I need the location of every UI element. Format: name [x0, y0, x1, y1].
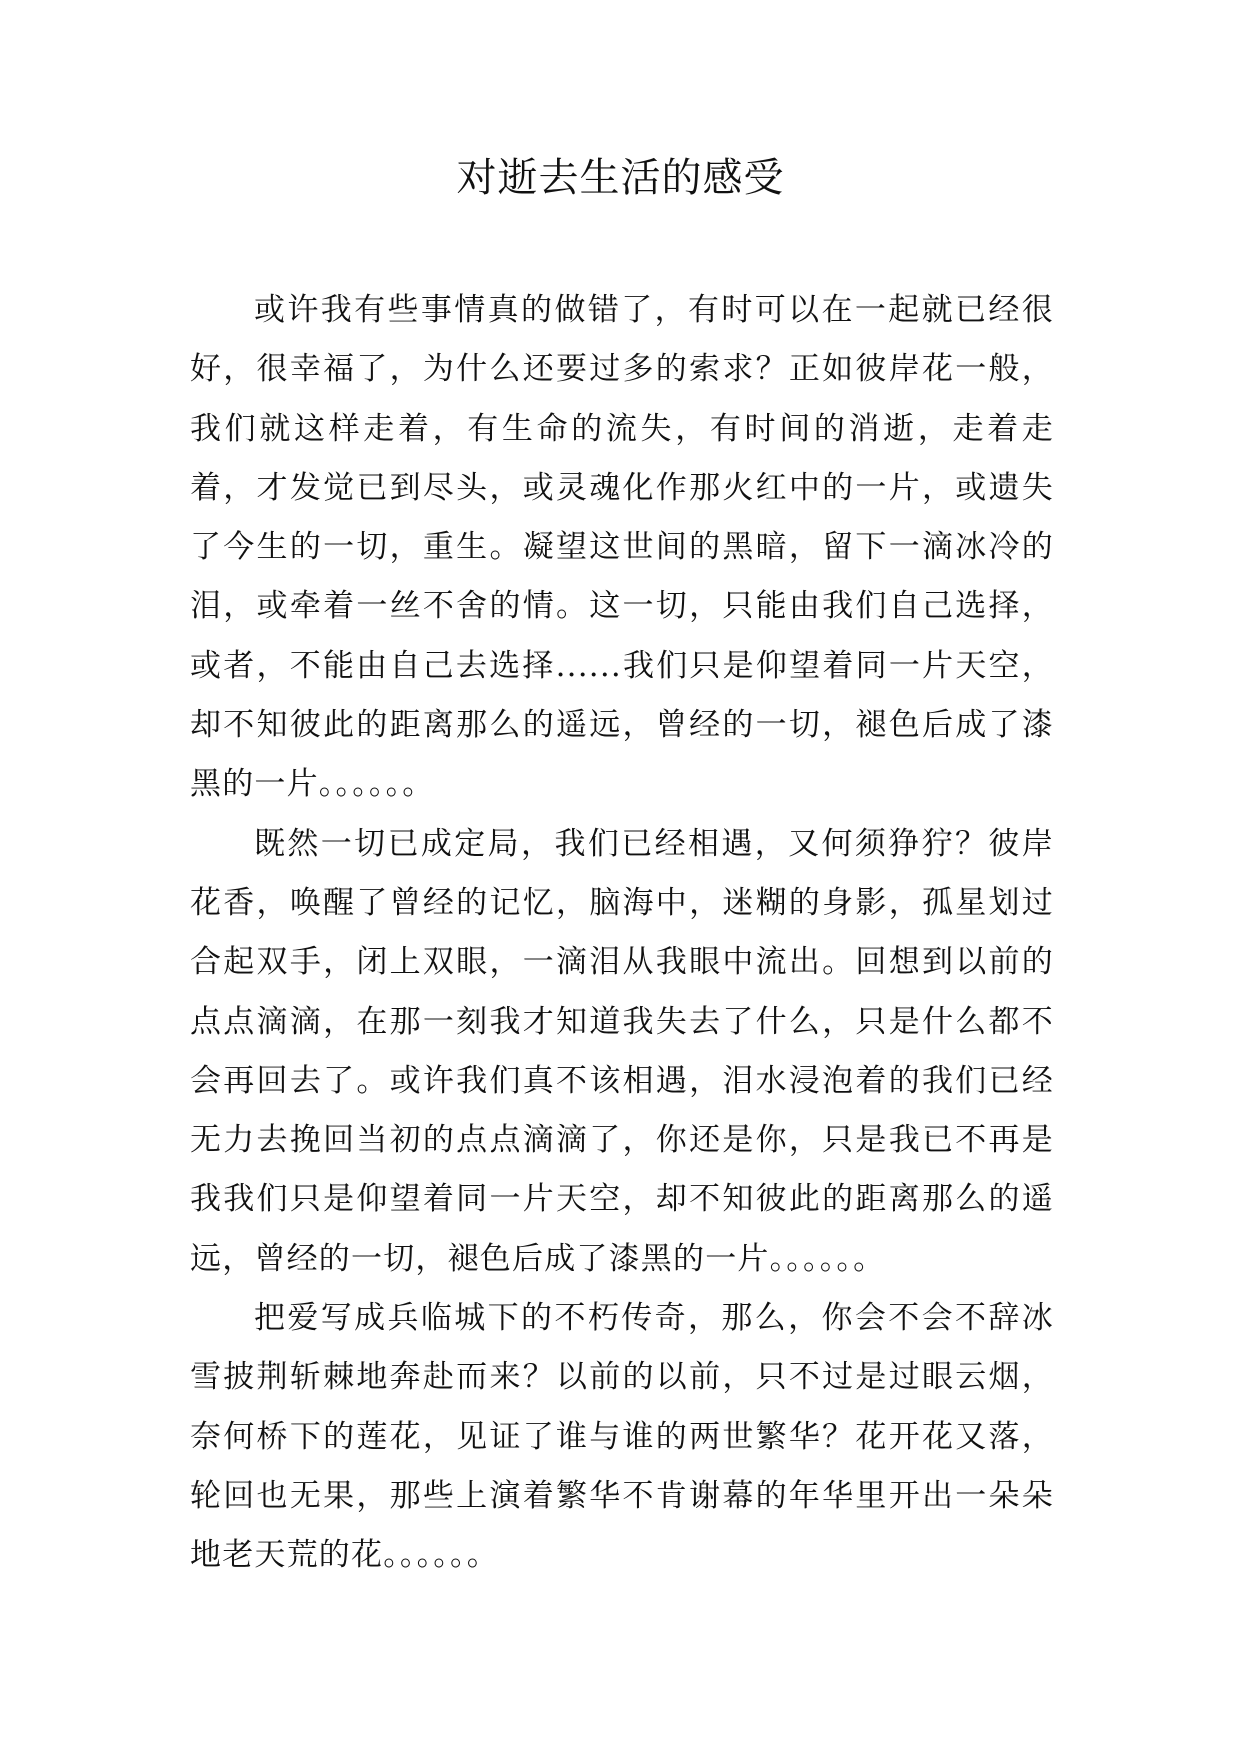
- paragraph-2: 既然一切已成定局，我们已经相遇，又何须狰狞？彼岸花香，唤醒了曾经的记忆，脑海中，迷糊的身影，孤星划过合起双手，闭上双眼，一滴泪从我眼中流出。回想到以前的点点滴滴，在那一刻我才知道我失去了什么，只是什么都不会再回去了。或许我们真不该相遇，泪水浸泡着的我们已经无力去挽回当初的点点滴滴了，你还是你，只是我已不再是我我们只是仰望着同一片天空，却不知彼此的距离那么的遥远，曾经的一切，褪色后成了漆黑的一片。。。。。。: [190, 825, 1054, 1277]
- paragraph-3: 把爱写成兵临城下的不朽传奇，那么，你会不会不辞冰雪披荆斩棘地奔赴而来？以前的以前，只不过是过眼云烟，奈何桥下的莲花，见证了谁与谁的两世繁华？花开花又落，轮回也无果，那些上演着繁华不肯谢幕的年华里开出一朵朵地老天荒的花。。。。。。: [190, 1300, 1054, 1574]
- document-title: 对逝去生活的感受: [456, 155, 785, 201]
- document-body: [190, 281, 1054, 1586]
- paragraph-1: 或许我有些事情真的做错了，有时可以在一起就已经很好，很幸福了，为什么还要过多的索求？正如彼岸花一般，我们就这样走着，有生命的流失，有时间的消逝，走着走着，才发觉已到尽头，或灵魂化作那火红中的一片，或遗失了今生的一切，重生。凝望这世间的黑暗，留下一滴冰冷的泪，或牵着一丝不舍的情。这一切，只能由我们自己选择，或者，不能由自己去选择......我们只是仰望着同一片天空，却不知彼此的距离那么的遥远，曾经的一切，褪色后成了漆黑的一片。。。。。。: [190, 292, 1054, 803]
